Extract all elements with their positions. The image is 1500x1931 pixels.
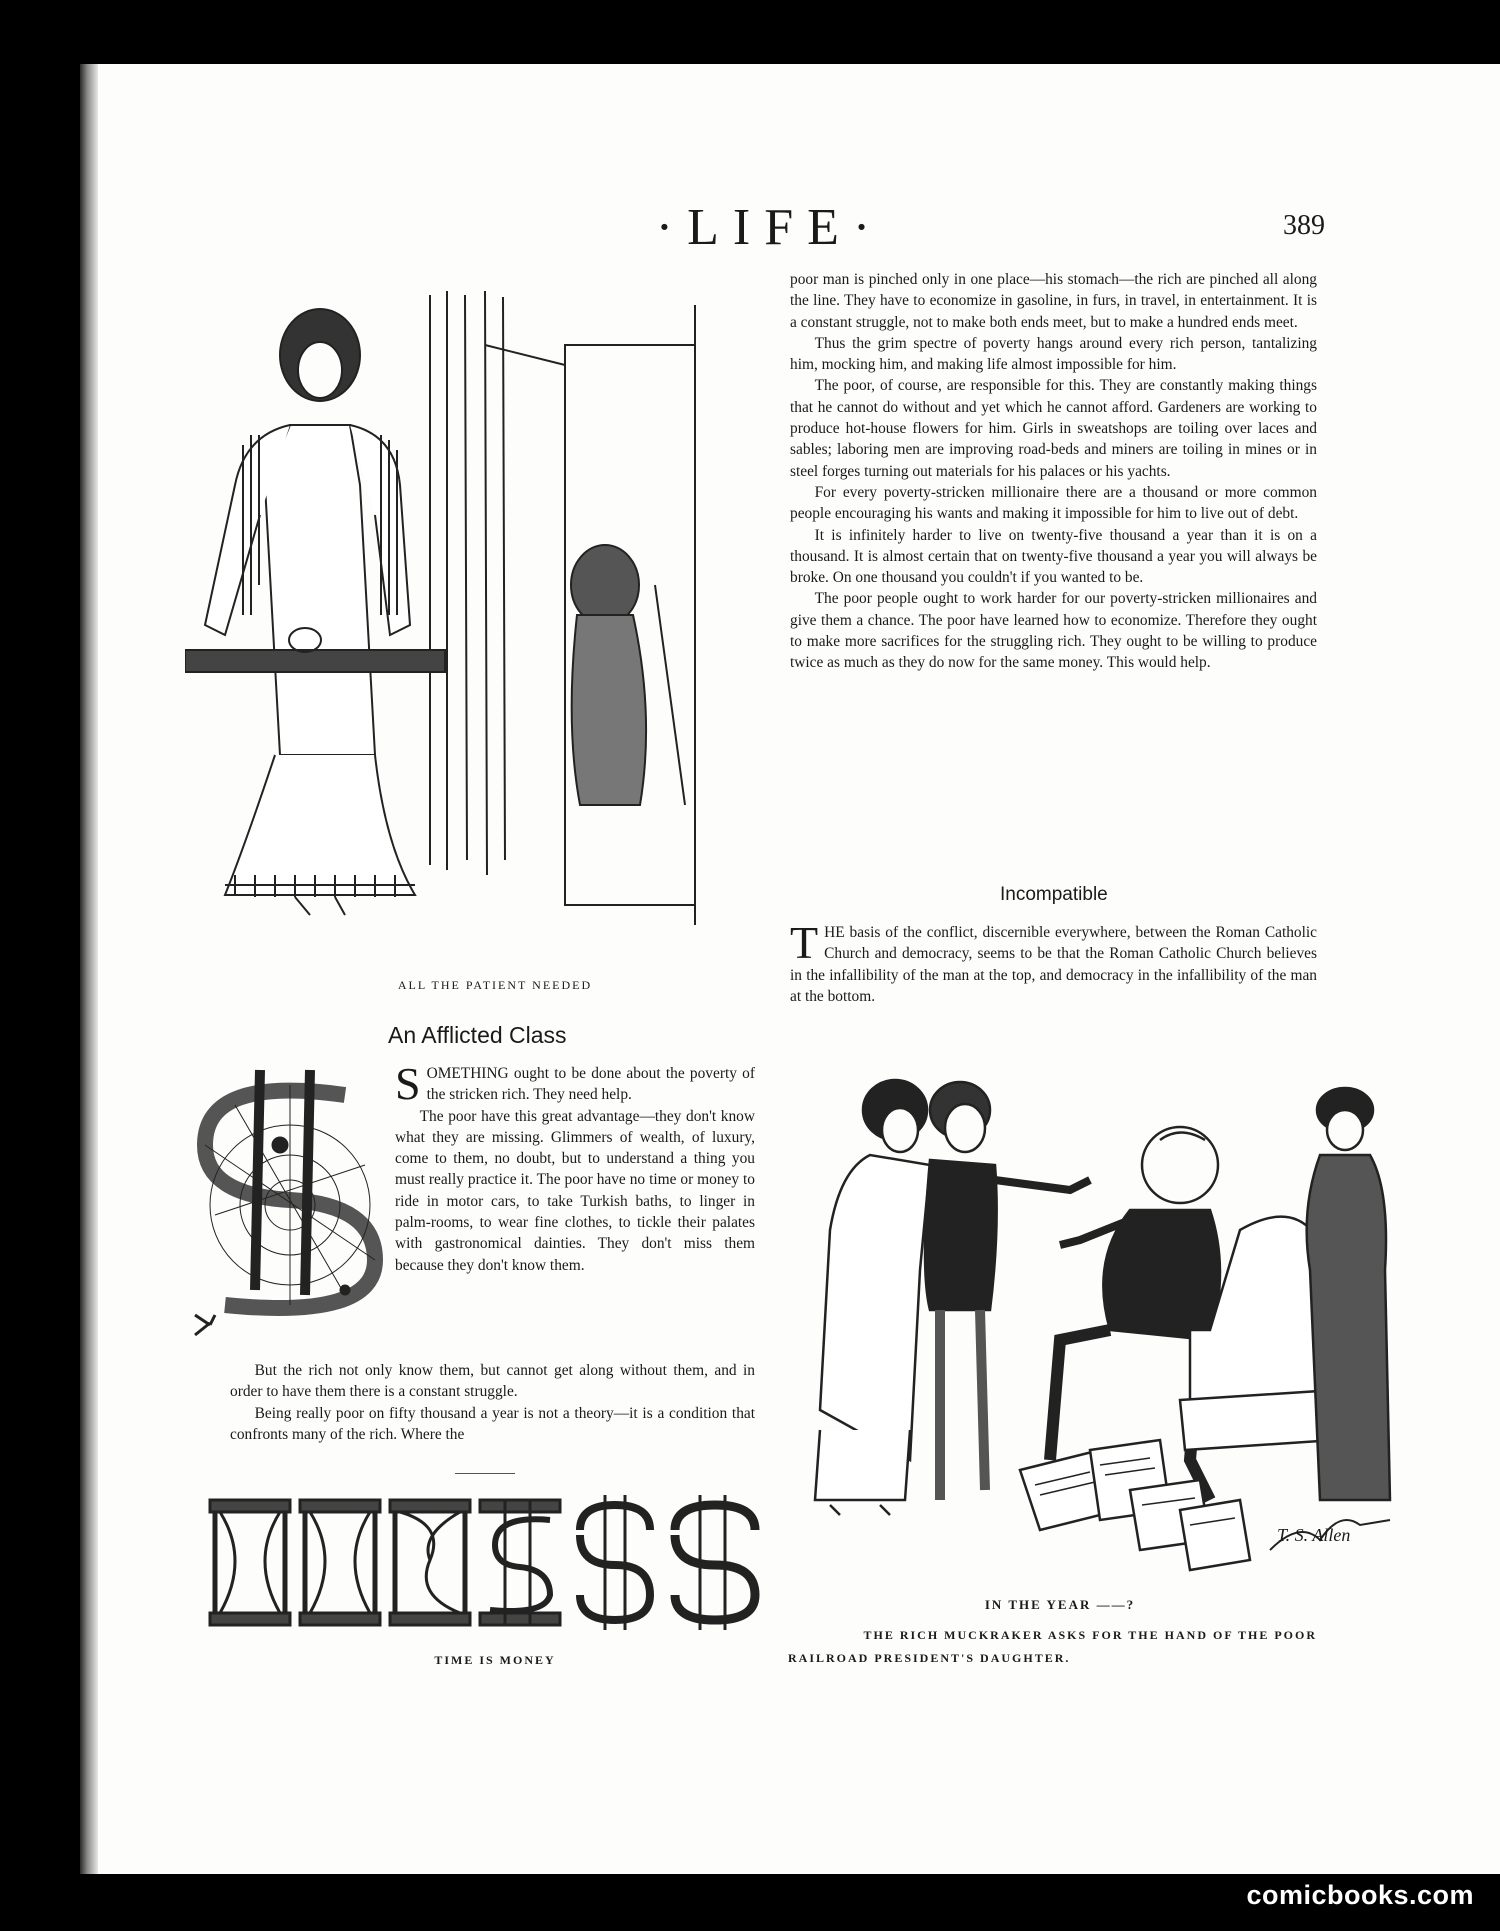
afflicted-continuation-column	[230, 1360, 755, 1445]
nurse-caption: ALL THE PATIENT NEEDED	[397, 978, 593, 992]
afflicted-right-paragraph-5: It is infinitely harder to live on twenty-five thousand a year than it is on a thousand. It is almost certain that on twenty-five thousand a year you will always be broke. On one thousand you couldn't if you wanted to be.	[790, 526, 1317, 587]
watermark: comicbooks.com	[1246, 1880, 1474, 1910]
hourglass-caption: TIME IS MONEY	[434, 1653, 556, 1667]
hourglass-illustration	[205, 1495, 760, 1630]
nurse-illustration	[185, 285, 755, 955]
cartoon-signature: T. S. Allen	[1277, 1525, 1351, 1545]
afflicted-paragraph-2: The poor have this great advantage—they don't know what they are missing. Glimmers of wealth, of luxury, come to them, no doubt, but to understand a thing you must really practice it. The poor have no time or money to ride in motor cars, to take Turkish baths, to linger in palm-rooms, to wear fine clothes, to tickle their palates with gastronomical dainties. They don't miss them because they don't know them.	[395, 1107, 755, 1274]
incompatible-column	[790, 917, 1317, 1007]
cartoon-caption-line-2: RAILROAD PRESIDENT'S DAUGHTER.	[788, 1651, 1071, 1665]
afflicted-right-paragraph-1: poor man is pinched only in one place—his stomach—the rich are pinched all along the line. They have to economize in gasoline, in furs, in travel, in entertainment. It is a constant struggle, not to make both ends meet, but to make a hundred ends meet.	[790, 271, 1317, 331]
cartoon-caption-title: IN THE YEAR ——?	[984, 1597, 1136, 1612]
column-rule	[455, 1473, 515, 1474]
article-title-afflicted: An Afflicted Class	[388, 1022, 567, 1048]
article-title-incompatible: Incompatible	[1000, 884, 1108, 905]
afflicted-right-paragraph-3: The poor, of course, are responsible for this. They are constantly making things that he cannot do without and yet which he cannot afford. Gardeners are working to produce hot-house flowers for him. Girls in sweatshops are toiling over laces and sables; laboring men are improving road-beds and miners are toiling in mines or in steel forges turning out materials for his palaces or his yachts.	[790, 377, 1317, 480]
afflicted-paragraph-3: But the rich not only know them, but cannot get along without them, and in order to have them there is a constant struggle.	[230, 1362, 755, 1401]
page-number: 389	[1283, 210, 1325, 241]
cartoon-illustration	[790, 1070, 1410, 1590]
afflicted-paragraph-4: Being really poor on fifty thousand a year is not a theory—it is a condition that confronts many of the rich. Where the	[230, 1404, 755, 1443]
dollar-web-illustration	[185, 1065, 395, 1340]
afflicted-right-column	[790, 269, 1317, 674]
drop-initial-s: S	[395, 1058, 421, 1109]
page-spine	[80, 64, 98, 1874]
masthead: ·LIFE·	[655, 199, 885, 256]
afflicted-right-paragraph-2: Thus the grim spectre of poverty hangs around every rich person, tantalizing him, mocking him, and making life almost impossible for him.	[790, 334, 1317, 374]
afflicted-right-paragraph-6: The poor people ought to work harder for our poverty-stricken millionaires and give them a chance. The poor have learned how to economize. Therefore they ought to make more sacrifices for the struggling rich. They ought to be willing to produce twice as much as they do now for the same money. This would help.	[790, 590, 1317, 672]
drop-initial-t: T	[790, 917, 819, 968]
afflicted-paragraph-1: OMETHING ought to be done about the poverty of the stricken rich. They need help.	[426, 1065, 755, 1104]
afflicted-right-paragraph-4: For every poverty-stricken millionaire there are a thousand or more common people encouraging his wants and making it impossible for him to live out of debt.	[790, 483, 1317, 523]
cartoon-caption-line-1: THE RICH MUCKRAKER ASKS FOR THE HAND OF THE POOR	[863, 1628, 1317, 1642]
afflicted-intro-column	[395, 1058, 755, 1276]
incompatible-body: HE basis of the conflict, discernible everywhere, between the Roman Catholic Church and democracy, seems to be that the Roman Catholic Church believes in the infallibility of the man at the top, and democracy in the infallibility of the man at the bottom.	[790, 924, 1317, 1005]
